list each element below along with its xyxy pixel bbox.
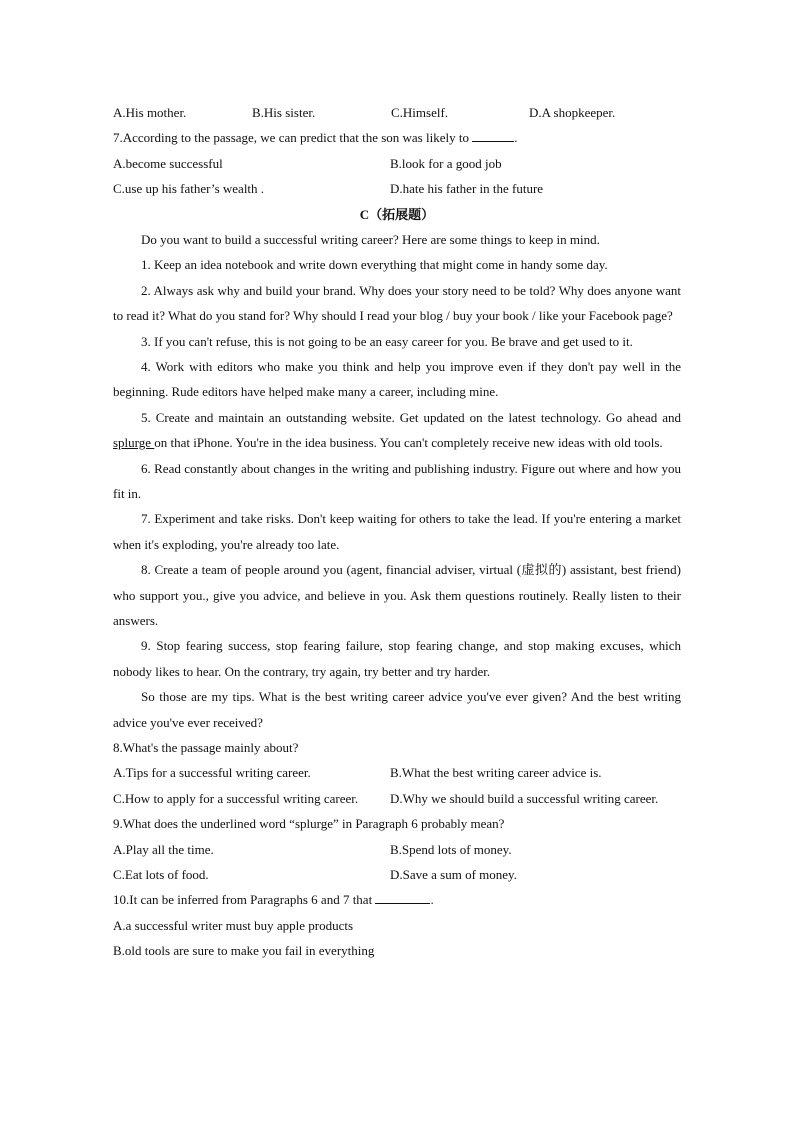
passage-paragraph-7: 7. Experiment and take risks. Don't keep waiting for others to take the lead. If you're entering a market when it's exploding, you're already too late. bbox=[113, 511, 681, 552]
passage-paragraph-2: 2. Always ask why and build your brand. Why does your story need to be told? Why does anyone want to read it? What do you stand for? Why should I read your blog / buy your book / like your Facebook page? bbox=[113, 282, 681, 324]
q9-option-a: A.Play all the time. bbox=[113, 841, 214, 857]
q8-option-b: B.What the best writing career advice is. bbox=[390, 765, 602, 781]
q7-answer-blank bbox=[472, 127, 514, 142]
passage-intro: Do you want to build a successful writing career? Here are some things to keep in mind. bbox=[141, 231, 600, 247]
passage-closing: So those are my tips. What is the best writing career advice you've ever given? And the best writing advice you've ever received? bbox=[113, 689, 681, 730]
passage-paragraph-3: 3. If you can't refuse, this is not going to be an easy career for you. Be brave and get used to it. bbox=[141, 333, 633, 349]
passage-paragraph-1: 1. Keep an idea notebook and write down everything that might come in handy some day. bbox=[141, 257, 608, 273]
q9-option-c: C.Eat lots of food. bbox=[113, 867, 209, 883]
q7-options-row2 bbox=[113, 176, 681, 201]
q8-option-c: C.How to apply for a successful writing career. bbox=[113, 790, 359, 806]
passage-paragraph-4: 4. Work with editors who make you think and help you improve even if they don't pay well in the beginning. Rude editors have helped make many a career, including mine. bbox=[113, 358, 681, 400]
q6-option-d: D.A shopkeeper. bbox=[529, 105, 616, 120]
passage-paragraph-9: 9. Stop fearing success, stop fearing failure, stop fearing change, and stop making excuses, which nobody likes to hear. On the contrary, try again, try better and try harder. bbox=[113, 638, 681, 679]
p5-text-after: on that iPhone. You're in the idea business. You can't completely receive new ideas with old tools. bbox=[154, 435, 663, 451]
q9-option-d: D.Save a sum of money. bbox=[390, 867, 517, 883]
q6-option-b: B.His sister. bbox=[252, 105, 316, 120]
q9-options-row1 bbox=[113, 837, 681, 862]
underlined-word-splurge: splurge bbox=[113, 435, 155, 451]
q7-stem-end: . bbox=[514, 130, 518, 146]
q8-options-row2 bbox=[113, 786, 681, 811]
passage-paragraph-6: 6. Read constantly about changes in the writing and publishing industry. Figure out where and how you fit in. bbox=[113, 460, 681, 502]
q6-option-a: A.His mother. bbox=[113, 105, 187, 120]
passage-paragraph-8: 8. Create a team of people around you (agent, financial adviser, virtual (虚拟的) assistant, best friend) who support you., give you advice, and believe in you. Ask them questions routinely. Really listen to their answers. bbox=[113, 562, 681, 629]
q8-option-d: D.Why we should build a successful writing career. bbox=[390, 790, 659, 806]
q7-option-d: D.hate his father in the future bbox=[390, 181, 544, 197]
worksheet-page bbox=[113, 100, 681, 964]
q7-option-a: A.become successful bbox=[113, 155, 223, 171]
q7-option-c: C.use up his father’s wealth . bbox=[113, 181, 265, 197]
q6-option-c: C.Himself. bbox=[391, 105, 449, 120]
q7-stem-text: 7.According to the passage, we can predict that the son was likely to bbox=[113, 130, 469, 146]
passage-paragraph-5 bbox=[113, 405, 681, 456]
section-title: C（拓展题） bbox=[359, 206, 435, 222]
p5-text-before: 5. Create and maintain an outstanding website. Get updated on the latest technology. Go ahead and bbox=[141, 409, 681, 425]
q9-option-b: B.Spend lots of money. bbox=[390, 841, 512, 857]
q6-options bbox=[113, 100, 681, 125]
q10-option-a: A.a successful writer must buy apple products bbox=[113, 917, 354, 933]
q8-option-a: A.Tips for a successful writing career. bbox=[113, 765, 311, 781]
q10-stem-text: 10.It can be inferred from Paragraphs 6 and 7 that bbox=[113, 892, 373, 908]
q10-answer-blank bbox=[375, 889, 430, 904]
q9-options-row2 bbox=[113, 862, 681, 887]
q7-options-row1 bbox=[113, 151, 681, 176]
q7-stem bbox=[113, 125, 681, 150]
q10-stem-end: . bbox=[430, 892, 434, 908]
q10-stem bbox=[113, 887, 681, 912]
q9-stem: 9.What does the underlined word “splurge” in Paragraph 6 probably mean? bbox=[113, 816, 505, 832]
q8-stem: 8.What's the passage mainly about? bbox=[113, 740, 299, 756]
q7-option-b: B.look for a good job bbox=[390, 155, 502, 171]
q8-options-row1 bbox=[113, 760, 681, 785]
q10-option-b: B.old tools are sure to make you fail in everything bbox=[113, 943, 375, 959]
